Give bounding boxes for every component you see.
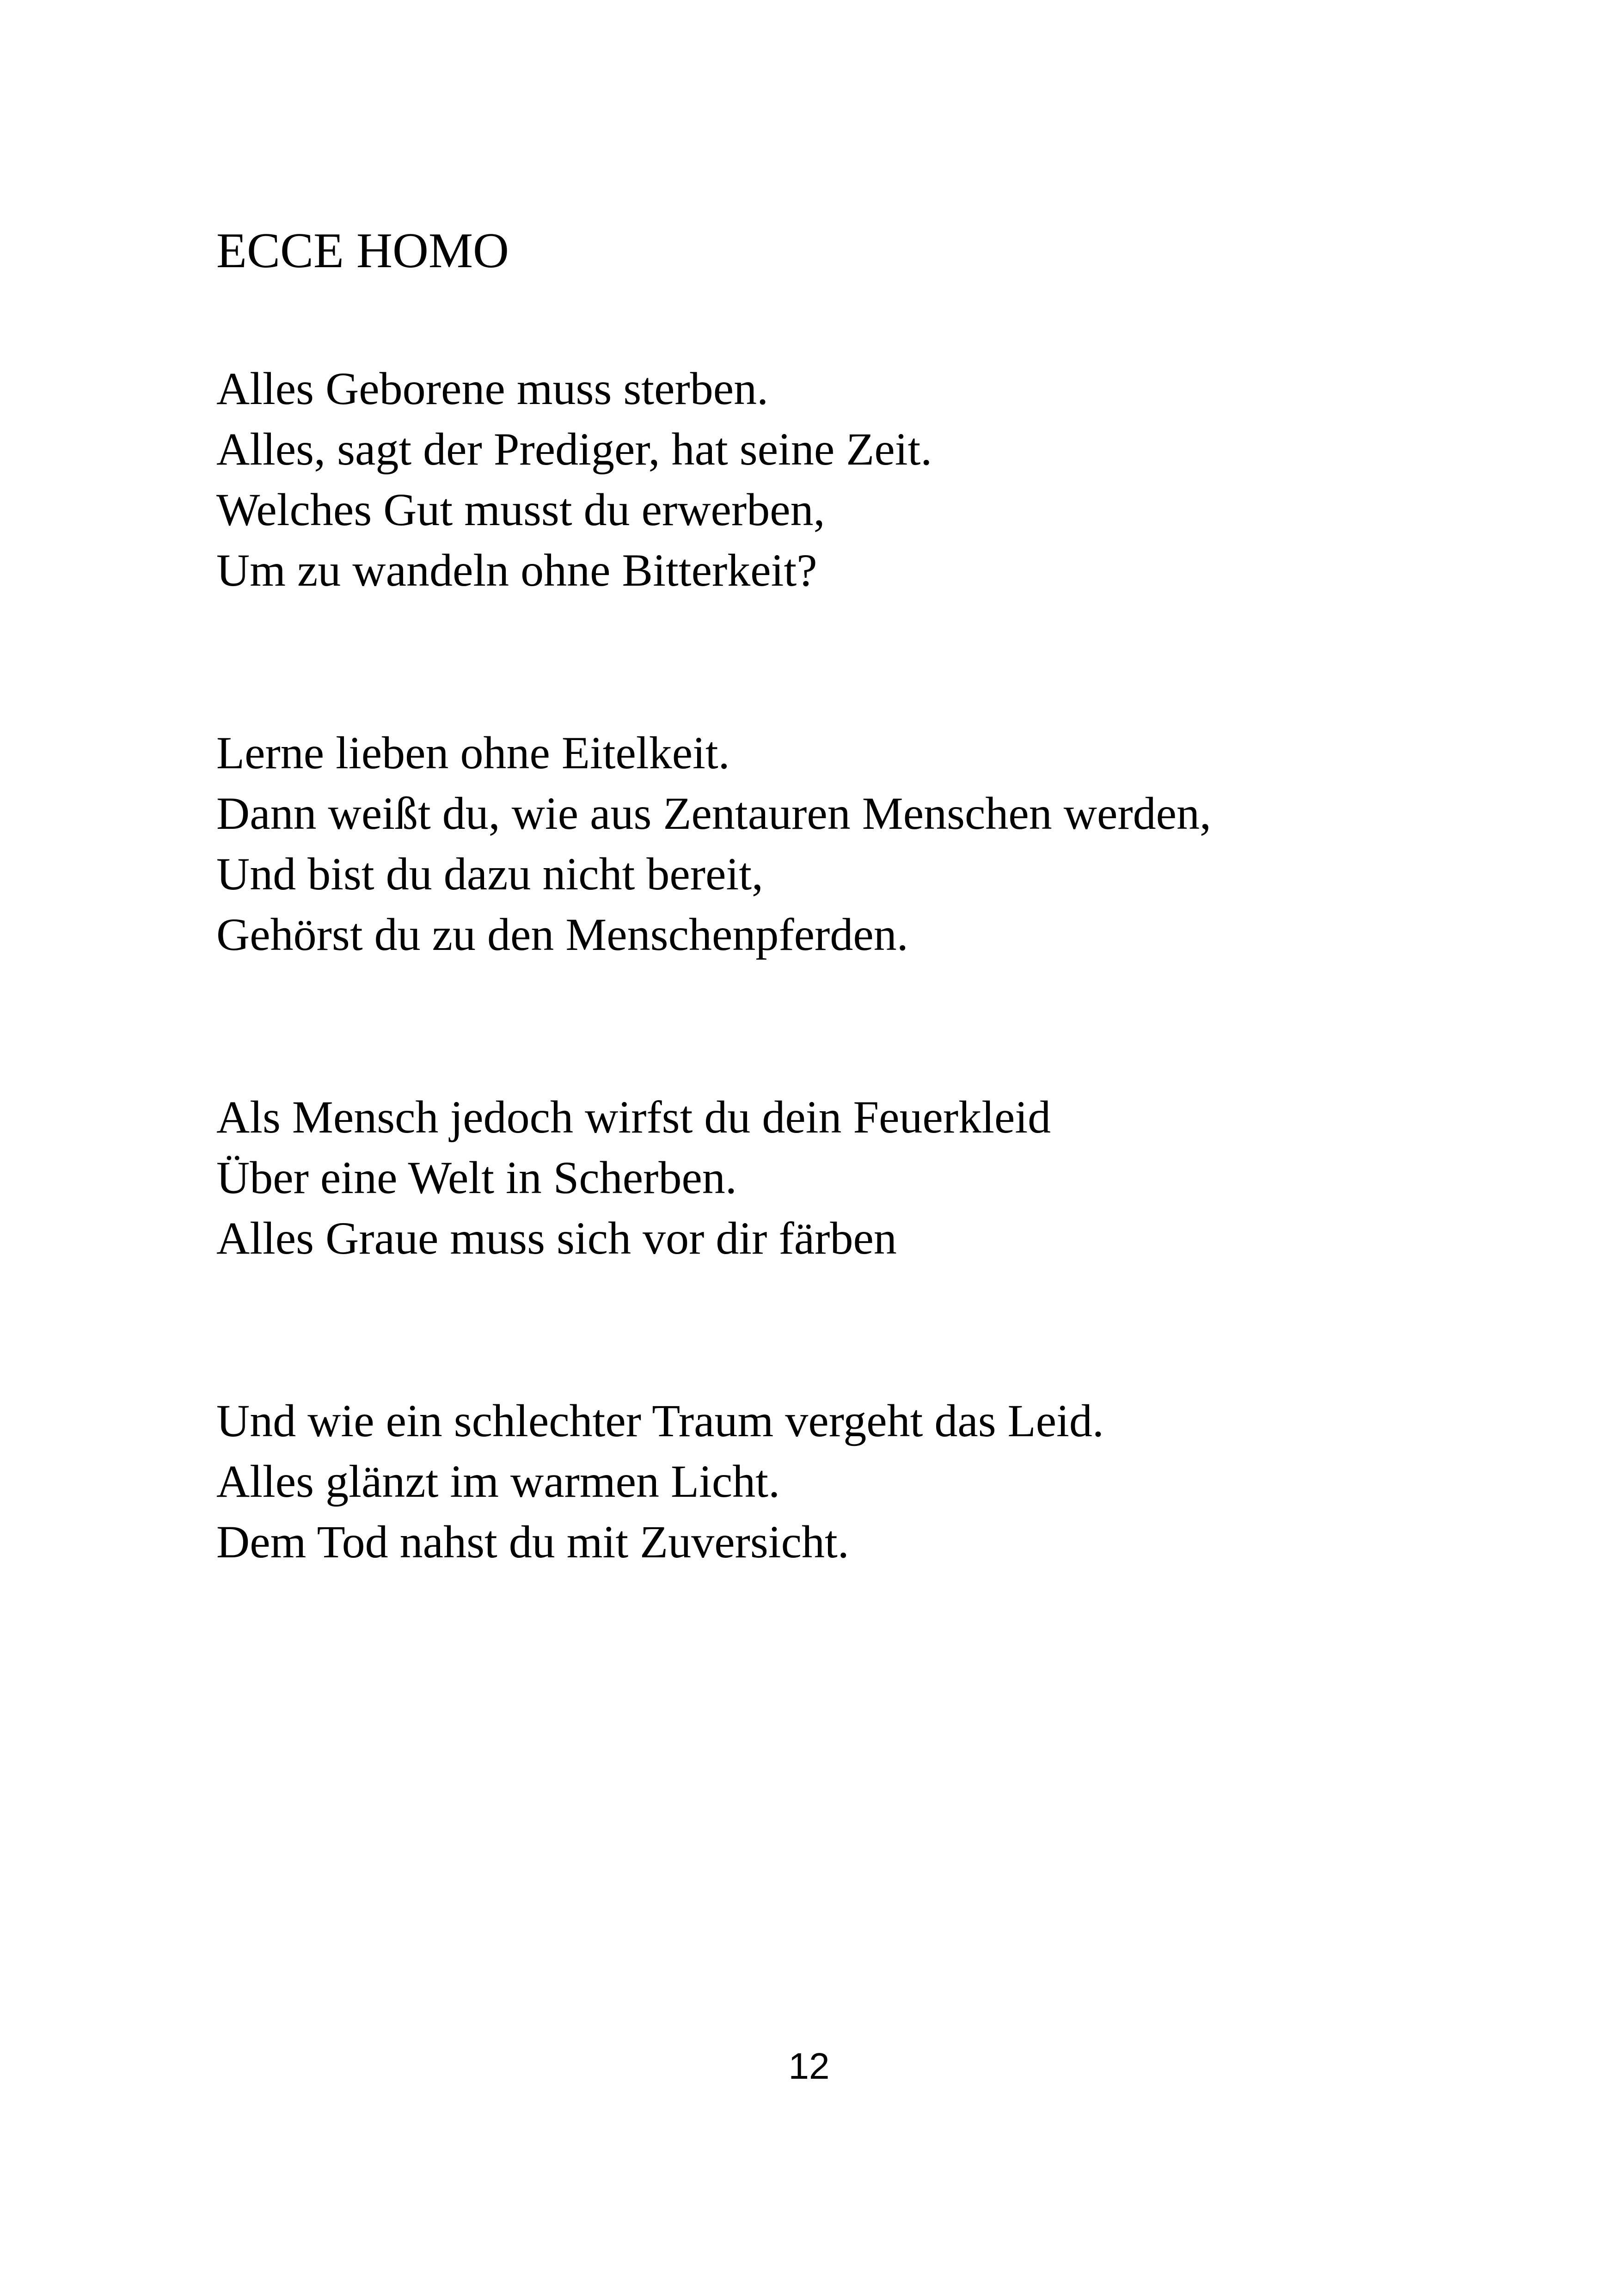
stanza-4: [216, 1390, 1211, 1572]
poem-line: Und bist du dazu nicht bereit,: [216, 848, 764, 900]
poem-line: Um zu wandeln ohne Bitterkeit?: [216, 545, 817, 596]
stanza-3: [216, 1087, 1211, 1268]
poem-title: ECCE HOMO: [216, 223, 509, 278]
poem-line: Lerne lieben ohne Eitelkeit.: [216, 727, 730, 778]
poem-line: Alles Geborene muss sterben.: [216, 363, 769, 414]
stanza-1: [216, 358, 1211, 600]
poem-line: Und wie ein schlechter Traum vergeht das Leid.: [216, 1395, 1104, 1446]
poem-line: Als Mensch jedoch wirfst du dein Feuerkleid: [216, 1091, 1051, 1143]
poem-line: Dann weißt du, wie aus Zentauren Menschen werden,: [216, 788, 1212, 839]
poem-line: Alles Graue muss sich vor dir färben: [216, 1212, 897, 1264]
page-number: 12: [788, 2045, 830, 2087]
poem-line: Alles, sagt der Prediger, hat seine Zeit.: [216, 423, 932, 475]
poem-line: Gehörst du zu den Menschenpferden.: [216, 909, 908, 960]
stanza-2: [216, 722, 1211, 965]
poem-line: Welches Gut musst du erwerben,: [216, 484, 825, 535]
poem-line: Dem Tod nahst du mit Zuversicht.: [216, 1516, 849, 1567]
poem-body: [216, 358, 1211, 1694]
poem-line: Über eine Welt in Scherben.: [216, 1152, 737, 1203]
poem-line: Alles glänzt im warmen Licht.: [216, 1456, 780, 1507]
